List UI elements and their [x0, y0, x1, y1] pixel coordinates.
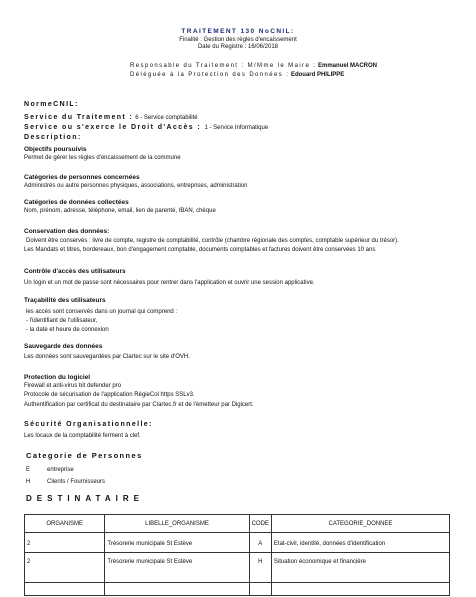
cell-categorie: Situation économique et financière — [271, 553, 449, 583]
header-organisme: ORGANISME — [25, 515, 105, 533]
table-row-empty — [25, 583, 450, 596]
categorie-code-1: H — [26, 479, 31, 485]
table-row — [25, 533, 450, 553]
description-label: Description: — [24, 134, 82, 141]
sauvegarde-text: Les données sont sauvegardées par Clartec sur le site d'OVH. — [24, 354, 190, 360]
categories-personnes-text: Administrés ou autre personnes physiques, associations, entreprises, administration — [24, 183, 248, 189]
tracabilite-title: Traçabilité des utilisateurs — [24, 297, 106, 304]
header-libelle: LIBELLE_ORGANISME — [105, 515, 249, 533]
cell-organisme: 2 — [25, 553, 105, 583]
responsable-value: Emmanuel MACRON — [318, 63, 378, 69]
cell-libelle: Trésorerie municipale St Estève — [105, 533, 249, 553]
conservation-line1: Doivent être conservés : livre de compte, registre de comptabilité, contrôle (chambre régionale des comptes, comptable supérieur du trésor). — [26, 238, 399, 244]
controle-text: Un login et un mot de passe sont nécessaires pour rentrer dans l'application et ouvrir une session applicative. — [24, 280, 315, 286]
header-categorie: CATEGORIE_DONNEE — [271, 515, 449, 533]
categorie-label-1: Clients / Fournisseurs — [47, 479, 106, 485]
service-acces-line — [24, 124, 268, 132]
securite-title: Sécurité Organisationnelle: — [24, 421, 153, 428]
protection-line3: Authentification par certificat du destinataire par Clartec.fr et de l'émetteur par Digicert. — [24, 402, 254, 408]
registre-date: Date du Registre : 16/06/2018 — [197, 44, 279, 50]
cell-organisme: 2 — [25, 533, 105, 553]
responsable-label: Responsable du Traitement : M/Mme le Maire : — [130, 63, 317, 69]
header-code: CODE — [249, 515, 271, 533]
table-header-row — [25, 515, 450, 533]
protection-line1: Firewall et anti-virus bit defender pro — [24, 383, 122, 389]
protection-title: Protection du logiciel — [24, 374, 91, 381]
tracabilite-line2: - l'identifiant de l'utilisateur, — [26, 318, 98, 324]
finalite-line: Finalité : Gestion des règles d'encaissement — [179, 37, 297, 43]
cell-libelle: Trésorerie municipale St Estève — [105, 553, 249, 583]
tracabilite-line3: - la date et heure de connexion — [26, 327, 109, 333]
norme-cnil-label: NormeCNIL: — [24, 101, 79, 108]
table-row — [25, 553, 450, 583]
tracabilite-line1: les accès sont conservés dans un journal qui comprend : — [26, 309, 178, 315]
service-traitement-line — [24, 114, 198, 122]
delegue-value: Edouard PHILIPPE — [290, 72, 345, 78]
responsable-line — [130, 63, 377, 70]
sauvegarde-title: Sauvegarde des données — [24, 343, 103, 350]
controle-title: Contrôle d'accès des utilisateurs — [24, 268, 126, 275]
delegue-line — [130, 72, 344, 79]
service-traitement-label: Service du Traitement : — [24, 114, 134, 121]
categories-personnes-title: Catégories de personnes concernées — [24, 174, 140, 181]
categories-donnees-text: Nom, prénom, adresse, téléphone, email, lien de parenté, IBAN, chèque — [24, 208, 216, 214]
destinataire-table — [24, 514, 450, 596]
cell-code: A — [249, 533, 271, 553]
securite-text: Les locaux de la comptabilité ferment à clef. — [24, 433, 141, 439]
categorie-personnes-title: Categorie de Personnes — [26, 451, 143, 460]
categorie-code-0: E — [26, 467, 31, 473]
protection-line2: Protocole de sécurisation de l'application RégieCol https SSLv3. — [24, 392, 195, 398]
categories-donnees-title: Catégories de données collectées — [24, 199, 129, 206]
service-acces-value: 1 - Service Informatique — [204, 125, 269, 131]
categorie-label-0: entreprise — [47, 467, 74, 473]
objectifs-title: Objectifs poursuivis — [24, 146, 87, 153]
service-acces-label: Service ou s'exerce le Droit d'Accès : — [24, 124, 205, 131]
document-title: TRAITEMENT 130 NoCNIL: — [181, 28, 295, 35]
service-traitement-value: 6 - Service comptabilité — [135, 115, 198, 121]
conservation-title: Conservation des données: — [24, 228, 110, 235]
cell-categorie: Etat-civil, identité, données d'identification — [271, 533, 449, 553]
objectifs-text: Permet de gérer les règles d'encaissement de la commune — [24, 155, 181, 161]
delegue-label: Déléguée à la Protection des Données : — [130, 72, 290, 78]
destinataire-title: DESTINATAIRE — [26, 494, 144, 503]
cell-code: H — [249, 553, 271, 583]
conservation-line2: Les Mandats et titres, bordereaux, bon d'engagement comptable, documents comptables et factures doivent être conservées 10 ans — [24, 247, 376, 253]
